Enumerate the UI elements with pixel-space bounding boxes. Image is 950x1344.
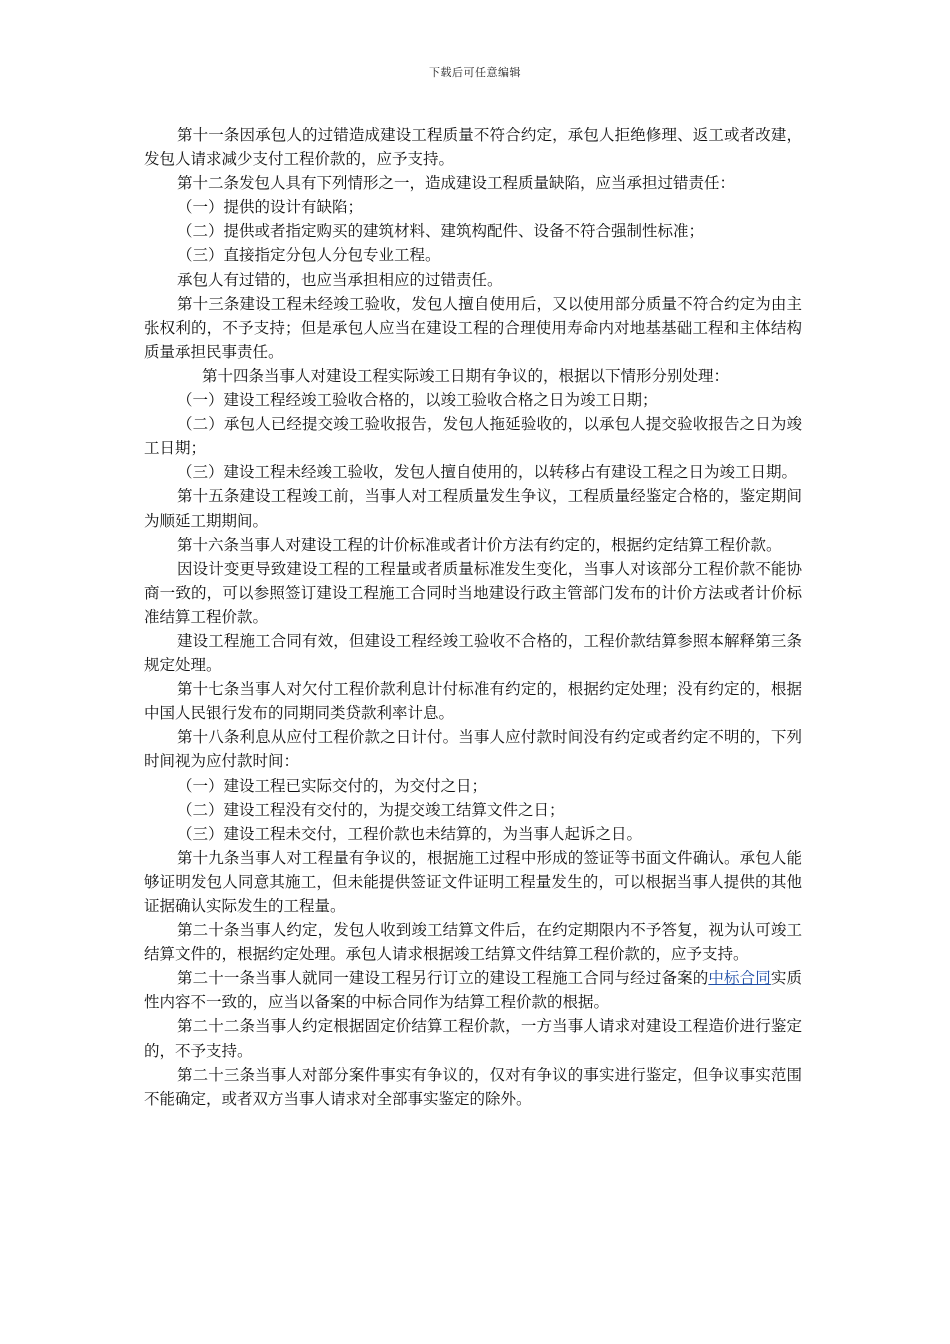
paragraph-text: （一）提供的设计有缺陷；: [177, 198, 364, 217]
paragraph-text: 第二十三条当事人对部分案件事实有争议的，仅对有争议的事实进行鉴定，但争议事实范围不能确定，或者双方当事人请求对全部事实鉴定的除外。: [144, 1065, 802, 1108]
paragraph: [144, 918, 802, 966]
paragraph: [144, 557, 802, 629]
paragraph-text: （一）建设工程经竣工验收合格的，以竣工验收合格之日为竣工日期；: [177, 391, 658, 410]
paragraph: [144, 171, 802, 195]
paragraph: [144, 484, 802, 532]
paragraph: [144, 460, 802, 484]
paragraph-text: 承包人有过错的，也应当承担相应的过错责任。: [177, 270, 503, 289]
paragraph: [144, 725, 802, 773]
paragraph-text: 第十五条建设工程竣工前，当事人对工程质量发生争议，工程质量经鉴定合格的，鉴定期间为顺延工期期间。: [144, 487, 802, 530]
paragraph: [144, 268, 802, 292]
paragraph: [144, 774, 802, 798]
paragraph: [144, 1014, 802, 1062]
document-body: [144, 123, 802, 1111]
paragraph-text: 实质性内容不一致的，应当以备案的中标合同作为结算工程价款的根据。: [144, 969, 802, 1012]
paragraph-text: （三）直接指定分包人分包专业工程。: [177, 246, 441, 265]
paragraph-text: （三）建设工程未经竣工验收，发包人擅自使用的，以转移占有建设工程之日为竣工日期。: [177, 463, 798, 482]
paragraph-text: 第二十一条当事人就同一建设工程另行订立的建设工程施工合同与经过备案的: [177, 969, 709, 988]
page-header: 下载后可任意编辑: [429, 66, 521, 79]
paragraph-text: 第十八条利息从应付工程价款之日计付。当事人应付款时间没有约定或者约定不明的，下列时间视为应付款时间：: [144, 728, 802, 771]
paragraph-text: 第十一条因承包人的过错造成建设工程质量不符合约定，承包人拒绝修理、返工或者改建，发包人请求减少支付工程价款的，应予支持。: [144, 126, 802, 169]
paragraph-text: 第二十条当事人约定，发包人收到竣工结算文件后，在约定期限内不予答复，视为认可竣工结算文件的，根据约定处理。承包人请求根据竣工结算文件结算工程价款的，应予支持。: [144, 921, 802, 964]
paragraph-text: 建设工程施工合同有效，但建设工程经竣工验收不合格的，工程价款结算参照本解释第三条规定处理。: [144, 631, 802, 675]
paragraph-text: 第十七条当事人对欠付工程价款利息计付标准有约定的，根据约定处理；没有约定的，根据中国人民银行发布的同期同类贷款利率计息。: [144, 680, 802, 723]
contract-link[interactable]: 中标合同: [708, 969, 771, 988]
paragraph: [144, 1063, 802, 1111]
paragraph: [144, 677, 802, 725]
paragraph: [144, 219, 802, 243]
paragraph: [144, 364, 802, 388]
paragraph: [144, 412, 802, 460]
paragraph-text: 第十四条当事人对建设工程实际竣工日期有争议的，根据以下情形分别处理：: [202, 366, 730, 385]
paragraph: [144, 195, 802, 219]
paragraph: [144, 846, 802, 918]
paragraph-text: （二）承包人已经提交竣工验收报告，发包人拖延验收的，以承包人提交验收报告之日为竣工日期；: [144, 415, 802, 458]
paragraph-text: 第二十二条当事人约定根据固定价结算工程价款，一方当事人请求对建设工程造价进行鉴定的，不予支持。: [144, 1017, 802, 1060]
paragraph-text: 第十六条当事人对建设工程的计价标准或者计价方法有约定的，根据约定结算工程价款。: [177, 535, 782, 554]
paragraph-text: 因设计变更导致建设工程的工程量或者质量标准发生变化，当事人对该部分工程价款不能协商一致的，可以参照签订建设工程施工合同时当地建设行政主管部门发布的计价方法或者计价标准结算工程价款。: [144, 559, 802, 626]
paragraph: [144, 629, 802, 677]
paragraph-text: （二）提供或者指定购买的建筑材料、建筑构配件、设备不符合强制性标准；: [177, 222, 705, 241]
paragraph: [144, 243, 802, 267]
paragraph: [144, 966, 802, 1014]
paragraph: [144, 388, 802, 412]
paragraph-text: （一）建设工程已实际交付的，为交付之日；: [177, 776, 488, 795]
paragraph-text: 第十二条发包人具有下列情形之一，造成建设工程质量缺陷，应当承担过错责任：: [177, 174, 736, 193]
paragraph: [144, 798, 802, 822]
paragraph-text: 第十三条建设工程未经竣工验收，发包人擅自使用后，又以使用部分质量不符合约定为由主张权利的，不予支持；但是承包人应当在建设工程的合理使用寿命内对地基基础工程和主体结构质量承担民事责任。: [144, 294, 802, 361]
paragraph: [144, 123, 802, 171]
paragraph-text: 第十九条当事人对工程量有争议的，根据施工过程中形成的签证等书面文件确认。承包人能够证明发包人同意其施工，但未能提供签证文件证明工程量发生的，可以根据当事人提供的其他证据确认实际发生的工程量。: [144, 848, 802, 915]
paragraph: [144, 533, 802, 557]
paragraph: [144, 822, 802, 846]
paragraph: [144, 292, 802, 364]
paragraph-text: （三）建设工程未交付，工程价款也未结算的，为当事人起诉之日。: [177, 824, 643, 843]
paragraph-text: （二）建设工程没有交付的，为提交竣工结算文件之日；: [177, 800, 565, 819]
